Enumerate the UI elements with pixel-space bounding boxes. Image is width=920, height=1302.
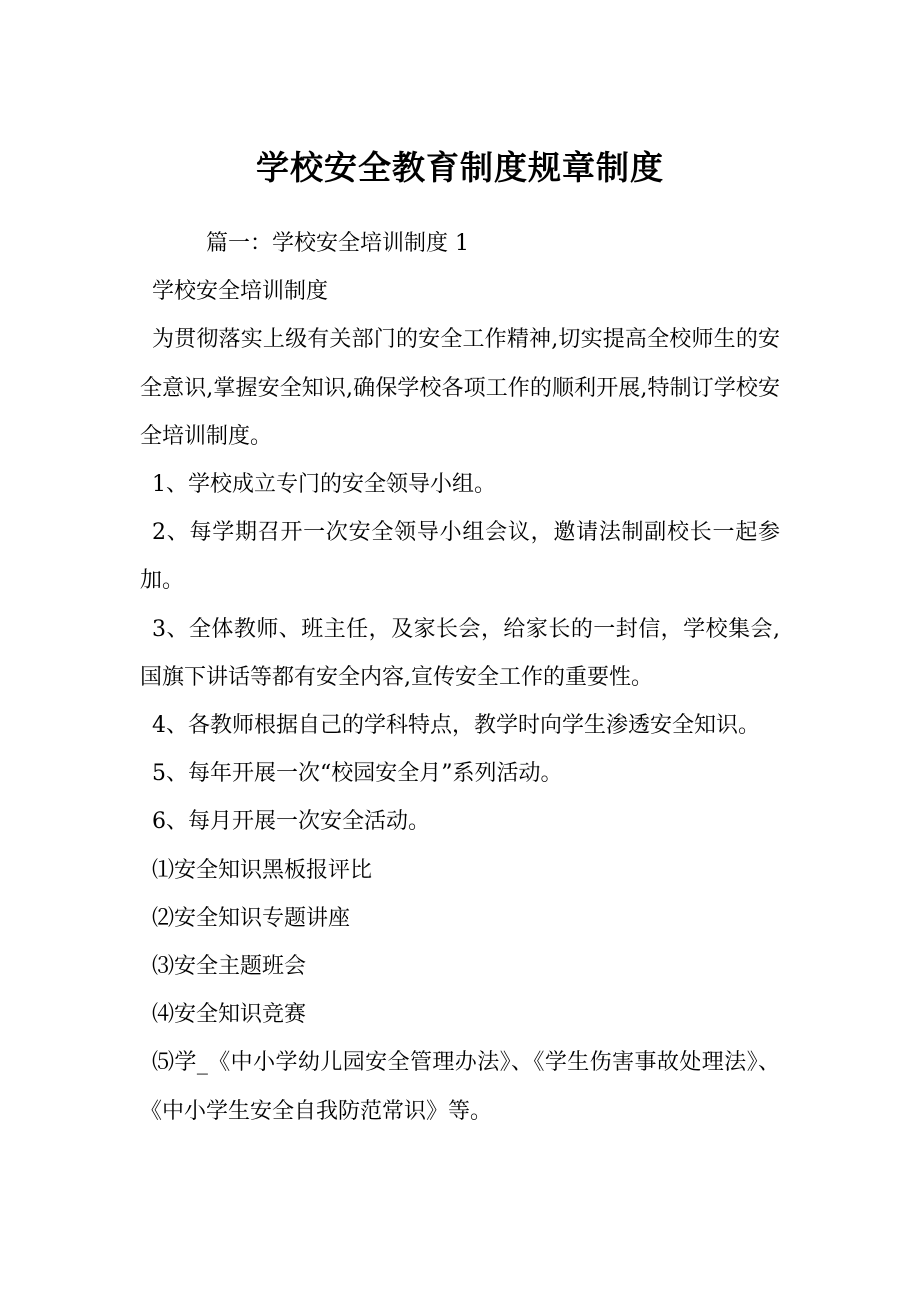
rule-item: 6、每月开展一次安全活动。 xyxy=(152,809,430,835)
section-heading: 篇一：学校安全培训制度 1 xyxy=(206,231,469,256)
document-title: 学校安全教育制度规章制度 xyxy=(256,148,664,187)
rule-item: 5、每年开展一次“校园安全月”系列活动。 xyxy=(152,761,563,787)
intro-paragraph: 为贯彻落实上级有关部门的安全工作精神,切实提高全校师生的安全意识,掌握安全知识,确保学校各项工作的顺利开展,特制订学校安全培训制度。 xyxy=(140,327,780,449)
activity-item: ⑷安全知识竞赛 xyxy=(152,1002,307,1028)
rule-item: 2、每学期召开一次安全领导小组会议，邀请法制副校长一起参加。 xyxy=(140,520,780,594)
rule-item: 1、学校成立专门的安全领导小组。 xyxy=(152,472,496,498)
rule-item: 4、各教师根据自己的学科特点，教学时向学生渗透安全知识。 xyxy=(152,713,760,739)
document-body xyxy=(140,220,780,1136)
activity-item: ⑸学_《中小学幼儿园安全管理办法》、《学生伤害事故处理法》、《中小学生安全自我防范常识》等。 xyxy=(140,1050,780,1124)
activity-item: ⑵安全知识专题讲座 xyxy=(152,905,351,931)
sub-heading: 学校安全培训制度 xyxy=(152,279,329,305)
rule-item: 3、全体教师、班主任，及家长会，给家长的一封信，学校集会,国旗下讲话等都有安全内容,宣传安全工作的重要性。 xyxy=(140,616,780,690)
activity-item: ⑴安全知识黑板报评比 xyxy=(152,857,373,883)
activity-item: ⑶安全主题班会 xyxy=(152,954,307,980)
